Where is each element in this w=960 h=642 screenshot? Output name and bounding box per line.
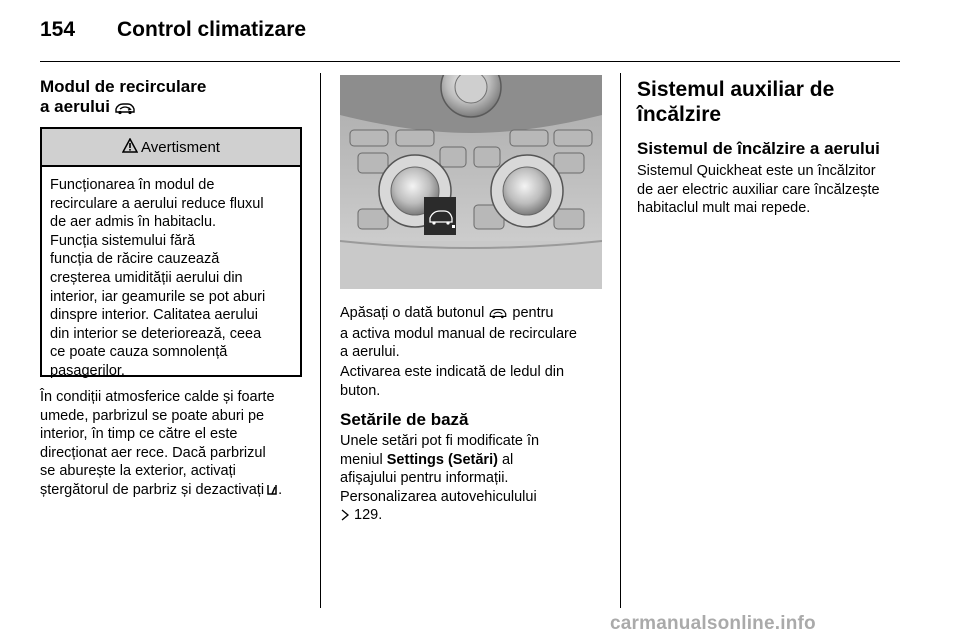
- paragraph-last-line: [40, 481, 310, 502]
- paragraph-line: direcționat aer rece. Dacă parbrizul: [40, 444, 266, 461]
- column-divider-1: [320, 73, 321, 608]
- para3-line2-end: al: [501, 451, 514, 468]
- para3-line4: Personalizarea autovehiculului: [340, 488, 537, 505]
- warning-line: creșterea umidității aerului din: [50, 269, 243, 286]
- warning-body: [42, 167, 300, 381]
- auxiliary-heating-heading: [637, 77, 897, 127]
- para2-line1: Activarea este indicată de ledul din: [340, 364, 565, 380]
- warning-line: din interior se deteriorează, ceea: [50, 325, 262, 342]
- warning-line: ce poate cauza somnolență: [50, 344, 228, 361]
- paragraph-last-text: ștergătorul de parbriz și dezactivați: [40, 481, 265, 498]
- paragraph-line: se aburește la exterior, activați: [40, 463, 236, 480]
- warning-triangle-icon: [122, 138, 138, 157]
- led-indication-paragraph: [340, 363, 610, 400]
- column-divider-2: [620, 73, 621, 608]
- warning-line: de aer admis în habitaclu.: [50, 214, 217, 231]
- page-title: Control climatizare: [117, 18, 307, 41]
- warning-line: interior, iar geamurile se pot aburi: [50, 288, 266, 305]
- para1-line3: a aerului.: [340, 344, 400, 361]
- recirculation-instruction: [340, 304, 610, 362]
- page-reference-number: 129.: [354, 507, 383, 524]
- para-line: de aer electric auxiliar care încălzește: [637, 181, 880, 198]
- heading-line-1: Modul de recirculare: [40, 77, 207, 96]
- heading-line-2: [40, 97, 310, 120]
- basic-settings-heading: Setările de bază: [340, 410, 469, 429]
- para1-line2: a activa modul manual de recirculare: [340, 325, 577, 342]
- warning-line: Funcția sistemului fără: [50, 232, 196, 249]
- paragraph-line: interior, în timp ce către el este: [40, 426, 238, 443]
- para2-line2: buton.: [340, 382, 381, 399]
- quickheat-paragraph: [637, 162, 903, 218]
- para1-start: Apăsați o dată butonul: [340, 305, 485, 321]
- heading-line-2-text: a aerului: [40, 97, 110, 116]
- paragraph-line: În condiții atmosferice calde și foarte: [40, 389, 275, 405]
- climate-control-panel-photo: [340, 75, 602, 289]
- page-reference-arrow-icon: [340, 508, 350, 527]
- section-heading-recirculation: [40, 77, 310, 120]
- humidity-paragraph: [40, 388, 310, 502]
- air-heating-subheading: Sistemul de încălzire a aerului: [637, 139, 880, 158]
- header-divider: [40, 61, 900, 62]
- warning-line: recirculare a aerului reduce fluxul: [50, 195, 264, 212]
- warning-box: [40, 127, 302, 377]
- settings-menu-name: Settings (Setări): [386, 451, 498, 468]
- para3-line2: [340, 451, 610, 470]
- paragraph-end-punct: .: [278, 481, 283, 498]
- warning-line: funcția de răcire cauzează: [50, 251, 220, 268]
- warning-line: dinspre interior. Calitatea aerului: [50, 307, 258, 324]
- warning-line: Funcționarea în modul de: [50, 177, 215, 193]
- heading-line-1: Sistemul auxiliar de: [637, 78, 835, 101]
- para3-line2-start: meniul: [340, 451, 383, 468]
- page-reference[interactable]: [340, 506, 610, 527]
- rear-window-wiper-icon: [266, 483, 278, 502]
- heading-line-2: încălzire: [637, 103, 722, 126]
- settings-paragraph: [340, 432, 610, 527]
- para3-line3: afișajului pentru informații.: [340, 470, 509, 487]
- warning-line: pasagerilor.: [50, 362, 125, 379]
- para-line: habitaclul mult mai repede.: [637, 200, 811, 217]
- para-line: Sistemul Quickheat este un încălzitor: [637, 163, 876, 179]
- para1-line1: [340, 304, 610, 325]
- recirculation-icon: [488, 306, 508, 325]
- warning-title: Avertisment: [141, 138, 220, 156]
- paragraph-line: umede, parbrizul se poate aburi pe: [40, 407, 265, 424]
- para1-after-icon: pentru: [512, 305, 554, 321]
- page-number: 154: [40, 18, 76, 41]
- para3-line1: Unele setări pot fi modificate în: [340, 433, 540, 449]
- watermark: carmanualsonline.info: [610, 613, 816, 634]
- recirculation-icon: [114, 100, 136, 120]
- warning-header: [42, 129, 300, 167]
